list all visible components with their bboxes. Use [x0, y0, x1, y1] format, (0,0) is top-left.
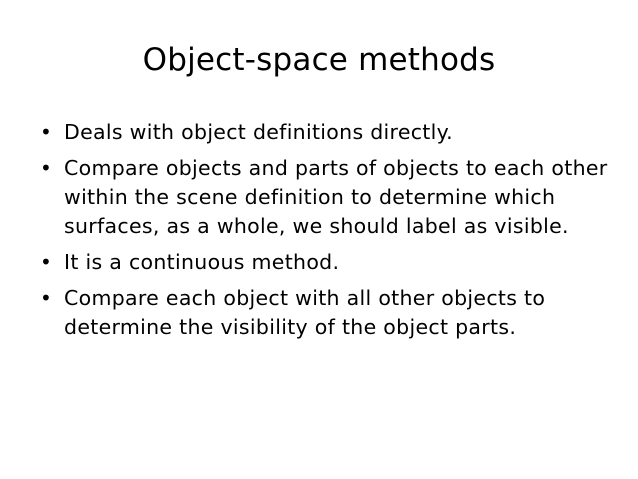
bullet-item — [40, 154, 620, 241]
bullet-icon: • — [40, 120, 53, 144]
bullet-icon: • — [40, 250, 53, 274]
bullet-icon: • — [40, 156, 53, 180]
bullet-icon: • — [40, 286, 53, 310]
bullet-text: Compare each object with all other objects to determine the visibility of the object parts. — [64, 286, 546, 339]
bullet-text: It is a continuous method. — [64, 250, 340, 274]
slide-title: Object-space methods — [142, 42, 496, 78]
bullet-text: Deals with object definitions directly. — [64, 120, 453, 144]
bullet-item — [40, 248, 620, 277]
bullet-list — [40, 118, 620, 349]
bullet-item — [40, 284, 620, 342]
bullet-text: Compare objects and parts of objects to each other within the scene definition to determine which surfaces, as a whole, we should label as visible. — [64, 156, 608, 238]
bullet-item — [40, 118, 620, 147]
